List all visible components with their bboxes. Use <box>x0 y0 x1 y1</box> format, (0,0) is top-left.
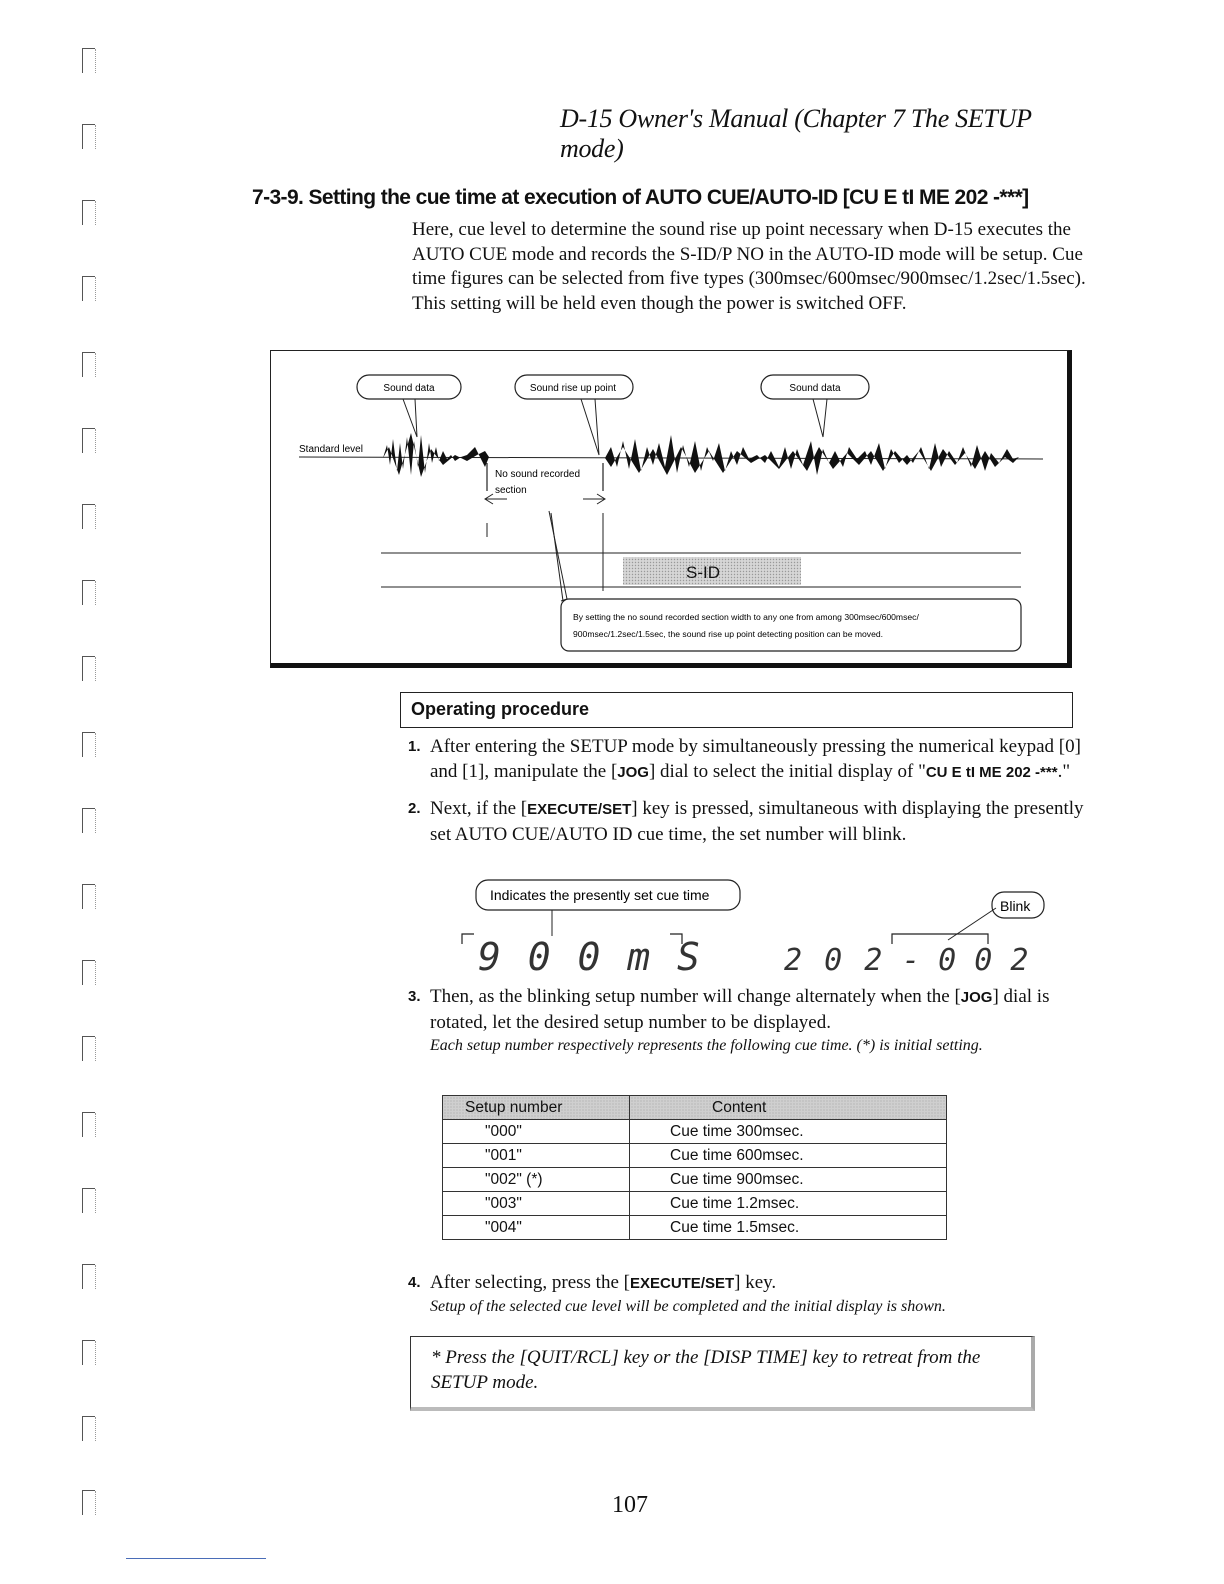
step-1 <box>408 734 1088 785</box>
lcd-segment-blink-value: - 0 0 2 <box>902 943 1029 978</box>
quit-note-box <box>410 1336 1035 1411</box>
step-number: 1. <box>408 738 421 755</box>
section-title: 7-3-9. Setting the cue time at execution of AUTO CUE/AUTO-ID [CU E tI ME 202 -***] <box>252 186 1029 209</box>
display-text: CU E tI ME 202 -*** <box>925 764 1058 781</box>
bubble-pointer <box>403 399 417 437</box>
lcd-segment-cue-time: 9 0 0 m S <box>478 935 702 978</box>
table-header: Content <box>630 1096 947 1120</box>
table-cell: Cue time 300msec. <box>630 1120 947 1144</box>
step-text: ] dial is rotated, let the desired setup number to be displayed. <box>430 986 1050 1033</box>
step-text: ] key. <box>734 1272 777 1293</box>
step-text: ] dial to select the initial display of " <box>648 761 926 782</box>
key-name: JOG <box>617 764 649 781</box>
diagram-svg <box>271 351 1067 663</box>
table-cell: "000" <box>443 1120 630 1144</box>
table-row <box>443 1192 947 1216</box>
table-cell: "004" <box>443 1216 630 1240</box>
sid-label: S-ID <box>686 563 720 582</box>
table-row <box>443 1216 947 1240</box>
bubble-pointer <box>813 399 827 437</box>
lcd-segment-setup-number: 2 0 2 <box>784 943 885 978</box>
procedure-steps-cont <box>408 984 1088 1068</box>
callout-text: Indicates the presently set cue time <box>490 887 710 903</box>
no-sound-text-2: section <box>495 485 527 496</box>
table-row <box>443 1144 947 1168</box>
step-number: 3. <box>408 988 421 1005</box>
sound-rise-up-text: Sound rise up point <box>529 383 617 394</box>
step-text: ] key is pressed, simultaneous with displaying the presently set AUTO CUE/AUTO ID cue time, the set number will blink. <box>430 798 1084 845</box>
operating-procedure-box <box>400 692 1073 728</box>
section-intro <box>412 218 1092 316</box>
display-svg <box>440 878 1060 978</box>
note-bubble <box>561 599 1021 651</box>
step-text: ." <box>1057 761 1071 782</box>
bubble-pointer <box>581 399 599 455</box>
step-3 <box>408 984 1088 1057</box>
table-cell: "002" (*) <box>443 1168 630 1192</box>
table-cell: "003" <box>443 1192 630 1216</box>
note-text-2: 900msec/1.2sec/1.5sec, the sound rise up point detecting position can be moved. <box>573 629 884 639</box>
key-name: JOG <box>960 989 993 1006</box>
table-cell: Cue time 1.2msec. <box>630 1192 947 1216</box>
step-text: Next, if the [ <box>430 798 528 819</box>
waveform-left <box>383 433 489 477</box>
table-row <box>443 1168 947 1192</box>
step-text: After entering the SETUP mode by simultaneously pressing the numerical keypad [0] and [1], manipulate the [ <box>430 736 1081 782</box>
key-name: EXECUTE/SET <box>629 1275 735 1292</box>
table-cell: Cue time 900msec. <box>630 1168 947 1192</box>
waveform-right <box>605 435 1019 475</box>
setup-number-table <box>442 1095 947 1240</box>
step-number: 2. <box>408 800 421 817</box>
page-header: D-15 Owner's Manual (Chapter 7 The SETUP mode) <box>560 104 1032 163</box>
quit-note-text: * Press the [QUIT/RCL] key or the [DISP TIME] key to retreat from the SETUP mode. <box>431 1347 981 1393</box>
step-text: Then, as the blinking setup number will change alternately when the [ <box>430 986 961 1007</box>
footer-line <box>126 1558 266 1559</box>
operating-procedure-title: Operating procedure <box>411 699 590 719</box>
procedure-steps-final <box>408 1270 1088 1329</box>
table-cell: "001" <box>443 1144 630 1168</box>
step-text: After selecting, press the [ <box>430 1272 630 1293</box>
table-cell: Cue time 600msec. <box>630 1144 947 1168</box>
note-text-1: By setting the no sound recorded section width to any one from among 300msec/600msec/ <box>573 612 919 622</box>
step-2 <box>408 796 1088 847</box>
display-illustration <box>440 878 1060 978</box>
blink-text: Blink <box>1000 898 1031 914</box>
no-sound-text: No sound recorded <box>495 469 581 480</box>
sound-data-left-text: Sound data <box>383 383 435 394</box>
step-note: Each setup number respectively represents the following cue time. (*) is initial setting. <box>430 1037 983 1054</box>
step-number: 4. <box>408 1274 421 1291</box>
cue-time-diagram <box>270 350 1072 668</box>
intro-paragraph: Here, cue level to determine the sound rise up point necessary when D-15 executes the AUTO CUE mode and records the S-ID/P NO in the AUTO-ID mode will be setup. Cue time figures can be selected from five types (300msec/600msec/900msec/1.2sec/1.5sec). <box>412 219 1086 289</box>
step-note: Setup of the selected cue level will be completed and the initial display is shown. <box>430 1298 946 1315</box>
standard-level-text: Standard level <box>299 444 363 455</box>
table-row <box>443 1120 947 1144</box>
sound-data-right-text: Sound data <box>789 383 841 394</box>
key-name: EXECUTE/SET <box>527 801 632 818</box>
table-cell: Cue time 1.5msec. <box>630 1216 947 1240</box>
step-4 <box>408 1270 1088 1318</box>
intro-paragraph: This setting will be held even though the power is switched OFF. <box>412 292 907 314</box>
page-number: 107 <box>612 1492 648 1518</box>
table-header: Setup number <box>443 1096 630 1120</box>
procedure-steps <box>408 734 1088 858</box>
